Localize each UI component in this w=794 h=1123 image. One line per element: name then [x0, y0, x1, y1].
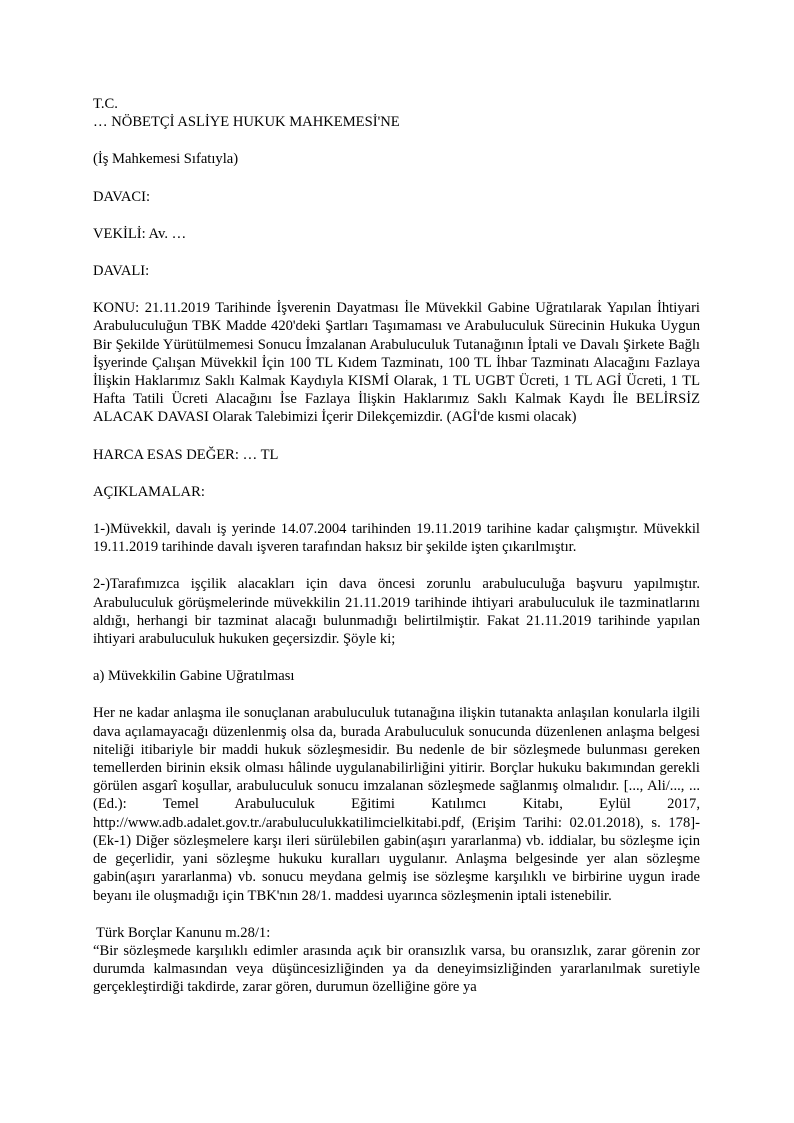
body-paragraph-a: Her ne kadar anlaşma ile sonuçlanan arabuluculuk tutanağına ilişkin tutanakta anlaşılan konularla ilgili dava açılamayacağı düzenlenmiş olsa da, burada Arabuluculuk sonucunda düzenlenen anlaşma belgesi niteliği itibariyle bir maddi hukuk sözleşmesidir. Bu nedenle de bir sözleşmede bulunması gereken temellerden birinin eksik olması hâlinde uygulanabilirliğini yitirir. Borçlar hukuku bakımından gerekli görülen asgarî koşullar, arabuluculuk sonucu imzalanan sözleşmede sağlanmış olmalıdır. [..., Ali/..., ... (Ed.): Temel Arabuluculuk Eğitimi Katılımcı Kitabı, Eylül 2017, http://www.adb.adalet.gov.tr./arabuluculukkatilimcielkitabi.pdf, (Erişim Tarihi: 02.01.2018), s. 178]-(Ek-1) Diğer sözleşmelere karşı ileri sürülebilen gabin(aşırı yararlanma) vb. iddialar, bu sözleşme için de geçerlidir, yani sözleşme hukuku kuralları uygulanır. Anlaşma belgesinde yer alan sözleşme gabin(aşırı yararlanma) vb. sonucu meydana gelmiş ise sözleşme karşılıklı ve birbirine uygun irade beyanı ile oluşmadığı için TBK'nın 28/1. maddesi uyarınca sözleşmenin iptali istenebilir.: [93, 705, 700, 904]
court-name: … NÖBETÇİ ASLİYE HUKUK MAHKEMESİ'NE: [93, 114, 400, 131]
explanations-heading: AÇIKLAMALAR:: [93, 483, 205, 500]
defendant-label: DAVALI:: [93, 263, 150, 280]
law-quote: “Bir sözleşmede karşılıklı edimler arasında açık bir oransızlık varsa, bu oransızlık, zarar görenin zor durumda kalmasından veya düşüncesizliğinden ya da deneyimsizliğinden yararlanılmak suretiyle gerçekleştirdiği takdirde, zarar gören, durumun özelliğine göre ya: [93, 942, 700, 996]
plaintiff-label: DAVACI:: [93, 188, 151, 205]
explanation-item-1: 1-)Müvekkil, davalı iş yerinde 14.07.2004 tarihinden 19.11.2019 tarihine kadar çalışmıştır. Müvekkil 19.11.2019 tarihinde davalı işveren tarafından haksız bir şekilde işten çıkarılmıştır.: [93, 521, 700, 556]
petition-document: [93, 95, 700, 997]
header-tc: T.C.: [93, 96, 118, 112]
fee-basis: HARCA ESAS DEĞER: … TL: [93, 446, 279, 463]
attorney-label: VEKİLİ: Av. …: [93, 225, 187, 242]
subheading-a: a) Müvekkilin Gabine Uğratılması: [93, 668, 295, 685]
subject-paragraph: KONU: 21.11.2019 Tarihinde İşverenin Dayatması İle Müvekkil Gabine Uğratılarak Yapılan İhtiyari Arabuluculuğun TBK Madde 420'deki Şartları Taşımaması ve Arabuluculuk Sürecinin Hukuka Uygun Bir Şekilde Yürütülmemesi Sonucu İmzalanan Arabuluculuk Tutanağının İptali ve Davalı Şirkete Bağlı İşyerinde Çalışan Müvekkil İçin 100 TL Kıdem Tazminatı, 100 TL İhbar Tazminatı Alacağını Fazlaya İlişkin Haklarımız Saklı Kalmak Kaydıyla KISMİ Olarak, 1 TL UGBT Ücreti, 1 TL AGİ Ücreti, 1 TL Hafta Tatili Ücreti Alacağını İse Fazlaya İlişkin Haklarımız Saklı Kalmak Kaydı İle BELİRSİZ ALACAK DAVASI Olarak Talebimizi İçerir Dilekçemizdir. (AGİ'de kısmi olacak): [93, 300, 700, 426]
court-capacity: (İş Mahkemesi Sıfatıyla): [93, 151, 239, 168]
law-title: Türk Borçlar Kanunu m.28/1:: [96, 924, 271, 941]
explanation-item-2: 2-)Tarafımızca işçilik alacakları için dava öncesi zorunlu arabuluculuğa başvuru yapılmıştır. Arabuluculuk görüşmelerinde müvekkilin 21.11.2019 tarihinde ihtiyari arabuluculuk ile tazminatlarını aldığı, herhangi bir tazminat alacağı bulunmadığı belirtilmiştir. Fakat 21.11.2019 tarihinde yapılan ihtiyari arabuluculuk hukuken geçersizdir. Şöyle ki;: [93, 576, 700, 648]
